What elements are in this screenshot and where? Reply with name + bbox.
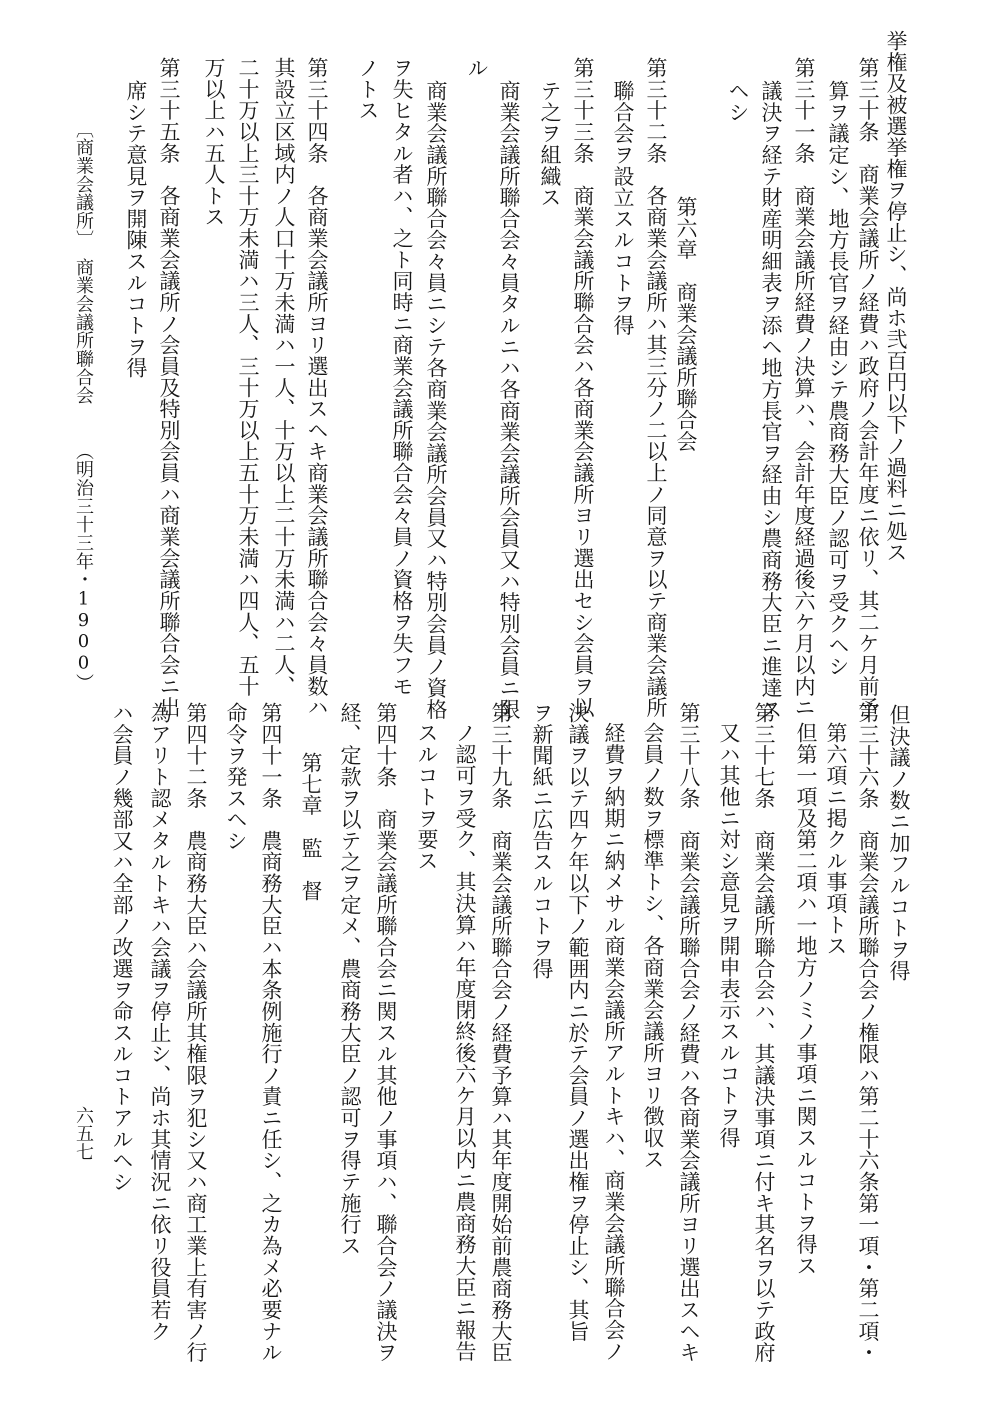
running-head-label: 〔商業会議所〕 [73, 120, 94, 249]
text-column: 商業会議所聯合会々員タルニハ各商業会議所会員又ハ特別会員ニ限 [497, 80, 521, 720]
text-column: 又ハ其他ニ対シ意見ヲ開申表示スルコトヲ得 [717, 722, 741, 1149]
text-column: 算ヲ議定シ、地方長官ヲ経由シテ農商務大臣ノ認可ヲ受クヘシ [826, 80, 850, 677]
text-column: ノトス [356, 57, 380, 121]
text-column: ハ会員ノ幾部又ハ全部ノ改選ヲ命スルコトアルヘシ [110, 702, 134, 1193]
text-column: 議決ヲ経テ財産明細表ヲ添ヘ地方長官ヲ経由シ農商務大臣ニ進達ス [759, 80, 783, 720]
chapter-7-title: 第七章 監 督 [299, 752, 323, 902]
article-36-heading: 第三十六条 商業会議所聯合会ノ権限ハ第二十六条第一項・第二項・ [856, 702, 880, 1363]
text-column: ヘシ [726, 80, 750, 123]
text-column: 但第一項及第二項ハ一地方ノミノ事項ニ関スルコトヲ得ス [794, 722, 818, 1277]
chapter-6-title: 第六章 商業会議所聯合会 [674, 196, 698, 452]
text-column: 其設立区域内ノ人口十万未満ハ一人、十万以上二十万未満ハ二人、 [272, 57, 296, 697]
text-column: ヲ失ヒタル者ハ、之ト同時ニ商業会議所聯合会々員ノ資格ヲ失フモ [390, 57, 414, 697]
text-column: 経費ヲ納期ニ納メサル商業会議所アルトキハ、商業会議所聯合会ノ [602, 722, 626, 1362]
text-column: 挙権及被選挙権ヲ停止シ、尚ホ弐百円以下ノ過料ニ処ス [884, 30, 908, 563]
article-37-heading: 第三十七条 商業会議所聯合会ハ、其議決事項ニ付キ其名ヲ以テ政府 [752, 702, 776, 1363]
article-33-heading: 第三十三条 商業会議所聯合会ハ各商業会議所ヨリ選出セシ会員ヲ以 [571, 57, 595, 718]
article-31-heading: 第三十一条 商業会議所経費ノ決算ハ、会計年度経過後六ケ月以内ニ [792, 57, 816, 718]
page-number: 六五七 [73, 1106, 94, 1161]
text-column: 経、定款ヲ以テ之ヲ定メ、農商務大臣ノ認可ヲ得テ施行ス [338, 702, 362, 1257]
text-column: 第六項ニ掲クル事項トス [824, 722, 848, 957]
article-35-heading: 第三十五条 各商業会議所ノ会員及特別会員ハ商業会議所聯合会ニ出 [157, 57, 181, 718]
running-head-title: 商業会議所聯合会 [73, 258, 94, 405]
text-column: 但決議ノ数ニ加フルコトヲ得 [887, 704, 911, 982]
article-38-heading: 第三十八条 商業会議所聯合会ノ経費ハ各商業会議所ヨリ選出スヘキ [677, 702, 701, 1363]
running-head-era: （明治三十三年・1900） [73, 442, 94, 693]
article-30-heading: 第三十条 商業会議所ノ経費ハ政府ノ会計年度ニ依リ、其二ケ月前予 [856, 57, 880, 718]
text-column: 命令ヲ発スヘシ [224, 702, 248, 852]
article-34-heading: 第三十四条 各商業会議所ヨリ選出スヘキ商業会議所聯合会々員数ハ [305, 57, 329, 718]
article-40-heading: 第四十条 商業会議所聯合会ニ関スル其他ノ事項ハ、聯合会ノ議決ヲ [374, 702, 398, 1363]
text-column: 聯合会ヲ設立スルコトヲ得 [611, 80, 635, 336]
text-column: スルコトヲ要ス [415, 722, 439, 872]
text-column: 万以上ハ五人トス [202, 57, 226, 228]
text-column: ノ認可ヲ受ク、其決算ハ年度閉終後六ケ月以内ニ農商務大臣ニ報告 [453, 722, 477, 1362]
text-column: 商業会議所聯合会々員ニシテ各商業会議所会員又ハ特別会員ノ資格 [424, 80, 448, 720]
text-column: 席シテ意見ヲ開陳スルコトヲ得 [124, 80, 148, 379]
article-39-heading: 第三十九条 商業会議所聯合会ノ経費予算ハ其年度開始前農商務大臣 [489, 702, 513, 1363]
text-column: ヲ新聞紙ニ広告スルコトヲ得 [530, 702, 554, 980]
text-column: 会員ノ数ヲ標準トシ、各商業会議所ヨリ徴収ス [641, 722, 665, 1170]
article-32-heading: 第三十二条 各商業会議所ハ其三分ノ二以上ノ同意ヲ以テ商業会議所 [644, 57, 668, 718]
article-42-heading: 第四十二条 農商務大臣ハ会議所其権限ヲ犯シ又ハ商工業上有害ノ行 [184, 702, 208, 1363]
text-column: 決議ヲ以テ四ケ年以下ノ範囲内ニ於テ会員ノ選出権ヲ停止シ、其旨 [566, 702, 590, 1342]
text-column: 為アリト認メタルトキハ会議ヲ停止シ、尚ホ其情況ニ依リ役員若ク [148, 702, 172, 1342]
article-41-heading: 第四十一条 農商務大臣ハ本条例施行ノ責ニ任シ、之カ為メ必要ナル [259, 702, 283, 1363]
text-column: ル [465, 57, 489, 79]
text-column: 二十万以上三十万未満ハ三人、三十万以上五十万未満ハ四人、五十 [236, 57, 260, 697]
text-column: テ之ヲ組織ス [538, 80, 562, 208]
